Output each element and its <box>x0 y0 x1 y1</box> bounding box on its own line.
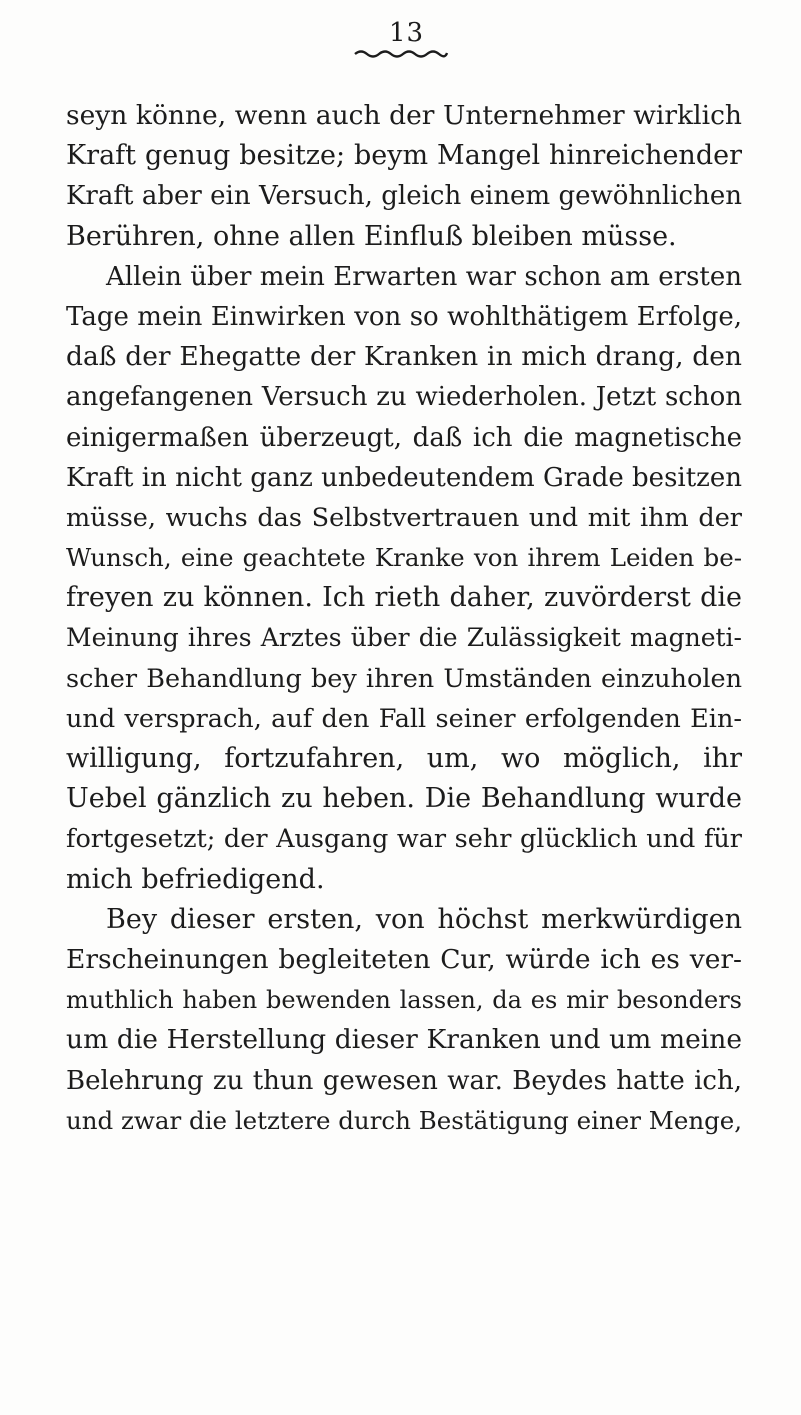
text-line: Wunsch, eine geachtete Kranke von ihrem Leiden be- <box>66 543 742 573</box>
text-line: mich befriedigend. <box>66 863 325 895</box>
text-line: Kraft genug besitze; beym Mangel hinreichender <box>66 140 742 172</box>
text-line: seyn könne, wenn auch der Unternehmer wirklich <box>66 100 742 131</box>
text-line: Erscheinungen begleiteten Cur, würde ich es ver- <box>66 943 742 975</box>
text-line: Bey dieser ersten, von höchst merkwürdigen <box>106 903 742 935</box>
text-line: Belehrung zu thun gewesen war. Beydes hatte ich, <box>66 1065 742 1096</box>
text-line: Berühren, ohne allen Einfluß bleiben müsse. <box>66 220 677 252</box>
text-line: und versprach, auf den Fall seiner erfolgenden Ein- <box>66 703 742 734</box>
text-line: scher Behandlung bey ihren Umständen einzuholen <box>66 663 742 694</box>
text-line: Meinung ihres Arztes über die Zulässigkeit magneti- <box>66 623 742 653</box>
text-line: müsse, wuchs das Selbstvertrauen und mit ihm der <box>66 502 742 533</box>
page-header <box>0 18 801 58</box>
text-line: daß der Ehegatte der Kranken in mich drang, den <box>66 341 742 373</box>
text-line: und zwar die letztere durch Bestätigung einer Menge, <box>66 1105 742 1135</box>
text-line: willigung, fortzufahren, um, wo möglich, ihr <box>66 743 742 774</box>
text-line: freyen zu können. Ich rieth daher, zuvörderst die <box>66 582 742 614</box>
ornament-rule <box>351 48 451 58</box>
text-line: Uebel gänzlich zu heben. Die Behandlung wurde <box>66 783 742 815</box>
body-text <box>66 96 742 1141</box>
text-line: fortgesetzt; der Ausgang war sehr glücklich und für <box>66 824 742 855</box>
text-line: Tage mein Einwirken von so wohlthätigem Erfolge, <box>66 301 742 332</box>
text-line: angefangenen Versuch zu wiederholen. Jetzt schon <box>66 382 742 413</box>
text-line: Kraft in nicht ganz unbedeutendem Grade besitzen <box>66 462 742 493</box>
page-number: 13 <box>388 18 425 48</box>
text-line: einigermaßen überzeugt, daß ich die magnetische <box>66 422 742 453</box>
text-line: muthlich haben bewenden lassen, da es mir besonders <box>66 986 742 1015</box>
text-line: um die Herstellung dieser Kranken und um meine <box>66 1024 742 1056</box>
text-line: Kraft aber ein Versuch, gleich einem gewöhnlichen <box>66 181 742 212</box>
text-line: Allein über mein Erwarten war schon am ersten <box>106 261 742 292</box>
